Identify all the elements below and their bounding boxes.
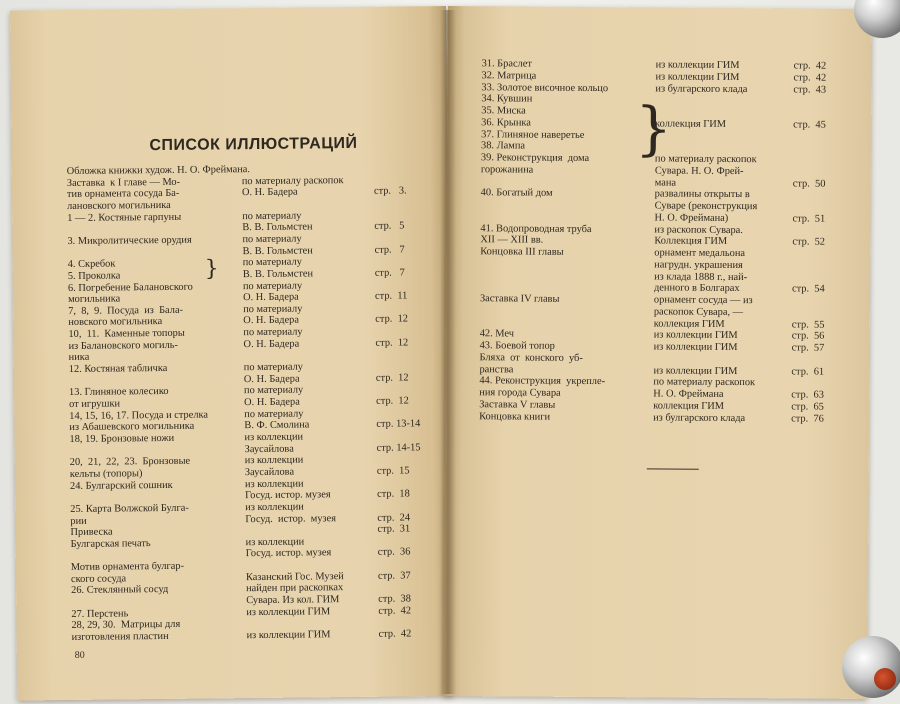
- list-a-caption: 1 — 2. Костяные гарпуны: [67, 211, 182, 224]
- page-title: СПИСОК ИЛЛЮСТРАЦИЙ: [149, 134, 358, 155]
- list-a-caption: 12. Костяная табличка: [68, 362, 168, 376]
- list-b-source: по материалу: [243, 361, 304, 374]
- list-c-page-ref: стр. 31: [377, 523, 411, 535]
- list-c-page-ref: стр. 56: [791, 330, 825, 342]
- list-b-source: из коллекции: [244, 478, 304, 490]
- list-c-page-ref: стр. 3.: [373, 185, 407, 198]
- list-b-source: Госуд. истор. музея: [245, 489, 331, 502]
- list-b-source: из коллекции ГИМ: [655, 71, 740, 83]
- list-b-source: из коллекции: [244, 454, 304, 467]
- binder-clip-bottom: [842, 636, 900, 698]
- list-a-caption: 14, 15, 16, 17. Посуда и стрелка: [69, 409, 209, 422]
- list-b-source: Сувара. Н. О. Фрей-: [654, 165, 744, 177]
- list-b-source: развалины открыты в: [654, 188, 750, 201]
- list-b-source: по материалу: [243, 326, 303, 339]
- list-a-caption: Мотив орнамента булгар-: [70, 560, 185, 574]
- list-b-source: по материалу: [242, 233, 302, 246]
- list-c-page-ref: стр. 65: [791, 401, 824, 413]
- list-b-source: раскопок Сувара, —: [653, 306, 744, 318]
- list-a-caption: 35. Миска: [481, 105, 526, 117]
- brace-bracket: }: [204, 256, 219, 282]
- list-b-source: из клада 1888 г., най-: [654, 270, 748, 283]
- open-book: [10, 6, 880, 698]
- list-a-caption: 37. Глиняное наверетье: [481, 128, 585, 141]
- list-a-caption: 10, 11. Каменные топоры: [68, 327, 185, 341]
- binder-clip-red: [874, 668, 896, 690]
- list-b-source: орнамент медальона: [654, 247, 746, 260]
- list-a-caption: Привеска: [70, 526, 113, 539]
- list-c-page-ref: стр. 18: [377, 488, 410, 500]
- list-b-source: из коллекции: [245, 536, 305, 548]
- list-a-caption: 6. Погребение Балановского: [67, 281, 193, 294]
- list-b-source: О. Н. Бадера: [243, 373, 300, 385]
- list-a-caption: 32. Матрица: [481, 69, 537, 82]
- list-b-source: О. Н. Бадера: [242, 291, 299, 304]
- list-a-caption: кельты (топоры): [69, 468, 143, 480]
- list-c-page-ref: стр. 63: [791, 389, 825, 401]
- list-c-page-ref: стр. 76: [791, 412, 824, 425]
- page-number: 80: [74, 649, 85, 661]
- list-c-page-ref: стр. 43: [793, 83, 827, 96]
- list-b-source: из коллекции ГИМ: [246, 629, 331, 642]
- list-c-page-ref: стр. 51: [792, 213, 826, 225]
- list-a-caption: 4. Скребок: [67, 258, 116, 271]
- list-c-page-ref: стр. 13-14: [376, 418, 421, 431]
- list-b-source: по материалу раскопок: [653, 376, 756, 389]
- list-b-source: по материалу: [242, 256, 302, 269]
- list-a-caption: XII — XIII вв.: [480, 234, 544, 246]
- list-b-source: денного в Болгарах: [653, 282, 740, 295]
- list-b-source: найден при раскопках: [246, 582, 344, 595]
- list-b-source: В. В. Гольмстен: [242, 244, 313, 257]
- list-b-source: О. Н. Бадера: [244, 396, 300, 409]
- list-c-page-ref: стр. 24: [377, 511, 411, 524]
- list-a-caption: 20, 21, 22, 23. Бронзовые: [69, 455, 191, 469]
- list-a-caption: 43. Боевой топор: [479, 340, 555, 352]
- brace-bracket: }: [634, 94, 673, 163]
- list-a-caption: из Балановского могиль-: [68, 339, 179, 352]
- list-a-caption: 31. Браслет: [481, 58, 532, 70]
- list-b-source: Коллекция ГИМ: [654, 235, 728, 248]
- list-c-page-ref: стр. 45: [793, 119, 826, 131]
- list-a-caption: Булгарская печать: [70, 537, 151, 550]
- list-c-page-ref: стр. 12: [376, 395, 409, 407]
- end-rule: [647, 468, 699, 469]
- list-b-source: из коллекции: [244, 431, 304, 444]
- list-a-caption: от игрушки: [69, 398, 121, 410]
- list-a-caption: Концовка книги: [479, 410, 551, 423]
- list-a-caption: 34. Кувшин: [481, 93, 533, 105]
- left-page: [10, 6, 453, 701]
- list-b-source: Казанский Гос. Музей: [245, 570, 344, 583]
- list-b-source: по материалу: [242, 210, 302, 222]
- list-b-source: мана: [654, 176, 677, 189]
- list-b-source: Н. О. Фреймана: [653, 388, 724, 400]
- list-c-page-ref: стр. 5: [374, 220, 405, 233]
- list-a-caption: Обложка книжки худож. Н. О. Фреймана.: [66, 164, 251, 177]
- list-a-caption: 42. Меч: [479, 328, 515, 340]
- list-b-source: В. В. Гольмстен: [242, 268, 314, 280]
- list-c-page-ref: стр. 12: [375, 313, 409, 326]
- list-b-source: коллекция ГИМ: [653, 317, 725, 330]
- list-a-caption: ния города Сувара: [479, 387, 561, 399]
- list-b-source: В. В. Гольмстен: [242, 221, 313, 234]
- list-a-caption: изготовления пластин: [71, 630, 169, 643]
- list-b-source: Суваре (реконструкция: [654, 200, 758, 213]
- list-b-source: Заусайлова: [244, 466, 295, 479]
- list-b-source: из коллекции ГИМ: [655, 59, 740, 72]
- list-b-source: из коллекции ГИМ: [653, 341, 738, 354]
- list-a-caption: 28, 29, 30. Матрицы для: [71, 619, 181, 632]
- illustration-list-right: [448, 6, 872, 425]
- list-c-page-ref: стр. 15: [376, 465, 410, 477]
- list-b-source: из булгарского клада: [653, 411, 746, 424]
- list-b-source: О. Н. Бадера: [241, 186, 298, 199]
- list-a-caption: 44. Реконструкция укрепле-: [479, 375, 606, 388]
- list-c-page-ref: стр. 57: [791, 342, 825, 354]
- list-b-source: из коллекции ГИМ: [653, 364, 738, 377]
- list-c-page-ref: стр. 14-15: [376, 441, 421, 454]
- list-a-caption: 13. Глиняное колесико: [68, 386, 169, 399]
- list-a-caption: Заставка к I главе — Мо-: [66, 176, 181, 189]
- list-c-page-ref: стр. 12: [375, 337, 409, 349]
- list-c-page-ref: стр. 7: [374, 267, 405, 279]
- list-c-page-ref: стр. 12: [375, 372, 409, 384]
- list-c-page-ref: стр. 61: [791, 365, 825, 378]
- list-c-page-ref: стр. 54: [791, 283, 825, 295]
- list-c-page-ref: стр. 11: [374, 290, 408, 302]
- list-c-page-ref: стр. 36: [377, 546, 411, 559]
- list-a-caption: 25. Карта Волжской Булга-: [70, 502, 189, 515]
- list-a-caption: 36. Крынка: [481, 116, 531, 129]
- list-a-caption: 24. Булгарский сошник: [69, 479, 173, 492]
- list-a-caption: из Абашевского могильника: [69, 420, 195, 434]
- list-a-caption: лановского могильника: [67, 199, 171, 212]
- book-gutter: [440, 10, 456, 694]
- list-a-caption: 38. Лампа: [480, 140, 526, 152]
- list-c-page-ref: стр. 55: [791, 318, 825, 331]
- list-b-source: коллекция ГИМ: [655, 118, 727, 130]
- list-b-source: Заусайлова: [244, 443, 294, 455]
- list-a-caption: Заставка IV главы: [479, 293, 560, 305]
- list-a-caption: 39. Реконструкция дома: [480, 152, 590, 164]
- list-a-caption: 7, 8, 9. Посуда из Бала-: [68, 304, 184, 317]
- list-c-page-ref: стр. 42: [378, 628, 412, 640]
- list-a-caption: тив орнамента сосуда Ба-: [66, 188, 180, 201]
- list-b-source: по материалу раскопок: [241, 174, 344, 187]
- list-b-source: Н. О. Фреймана): [654, 212, 729, 224]
- list-c-page-ref: стр. 37: [377, 570, 411, 582]
- list-a-caption: 26. Стеклянный сосуд: [71, 584, 169, 597]
- list-b-source: по материалу: [243, 303, 303, 315]
- list-b-source: О. Н. Бадера: [243, 314, 300, 327]
- list-a-caption: Концовка III главы: [480, 246, 564, 258]
- list-a-caption: ника: [68, 352, 90, 364]
- list-c-page-ref: стр. 38: [378, 593, 411, 605]
- list-c-page-ref: стр. 42: [378, 605, 412, 617]
- list-c-page-ref: стр. 7: [374, 243, 405, 256]
- list-a-caption: 40. Богатый дом: [480, 187, 553, 199]
- list-b-source: из коллекции ГИМ: [653, 329, 738, 342]
- list-b-source: из булгарского клада: [655, 82, 748, 95]
- list-c-page-ref: стр. 42: [793, 72, 827, 84]
- list-a-caption: 3. Микролитические орудия: [67, 234, 192, 247]
- list-a-caption: 33. Золотое височное кольцо: [481, 81, 609, 94]
- list-a-caption: Бляха от конского уб-: [479, 351, 583, 364]
- list-c-page-ref: стр. 50: [792, 177, 826, 190]
- list-b-source: О. Н. Бадера: [243, 338, 300, 350]
- list-b-source: В. Ф. Смолина: [244, 419, 310, 432]
- list-b-source: по материалу раскопок: [654, 153, 757, 166]
- list-a-caption: рии: [70, 515, 87, 527]
- list-b-source: нагрудн. украшения: [654, 259, 743, 271]
- list-a-caption: 41. Водопроводная труба: [480, 222, 592, 235]
- list-a-caption: могильника: [67, 293, 121, 306]
- list-b-source: из коллекции: [245, 501, 304, 513]
- list-a-caption: горожанина: [480, 163, 534, 176]
- list-a-caption: 5. Проколка: [67, 270, 121, 282]
- list-c-page-ref: стр. 42: [793, 60, 827, 72]
- right-page: [443, 6, 872, 699]
- list-c-page-ref: стр. 52: [792, 236, 826, 248]
- list-b-source: по материалу: [242, 280, 303, 292]
- list-a-caption: ского сосуда: [70, 573, 127, 585]
- list-b-source: по материалу: [243, 384, 304, 397]
- list-b-source: коллекция ГИМ: [653, 400, 725, 412]
- list-a-caption: 18, 19. Бронзовые ножи: [69, 432, 175, 445]
- list-b-source: из коллекции ГИМ: [246, 605, 331, 618]
- list-b-source: Госуд. истор. музея: [245, 547, 332, 560]
- list-a-caption: 27. Перстень: [71, 608, 129, 620]
- list-b-source: из раскопок Сувара.: [654, 223, 743, 236]
- list-b-source: Сувара. Из кол. ГИМ: [246, 594, 340, 607]
- list-b-source: Госуд. истор. музея: [245, 512, 337, 525]
- list-b-source: по материалу: [244, 408, 304, 420]
- list-a-caption: Заставка V главы: [479, 398, 556, 411]
- list-a-caption: новского могильника: [68, 316, 163, 329]
- list-a-caption: ранства: [479, 363, 514, 375]
- list-b-source: орнамент сосуда — из: [653, 294, 753, 307]
